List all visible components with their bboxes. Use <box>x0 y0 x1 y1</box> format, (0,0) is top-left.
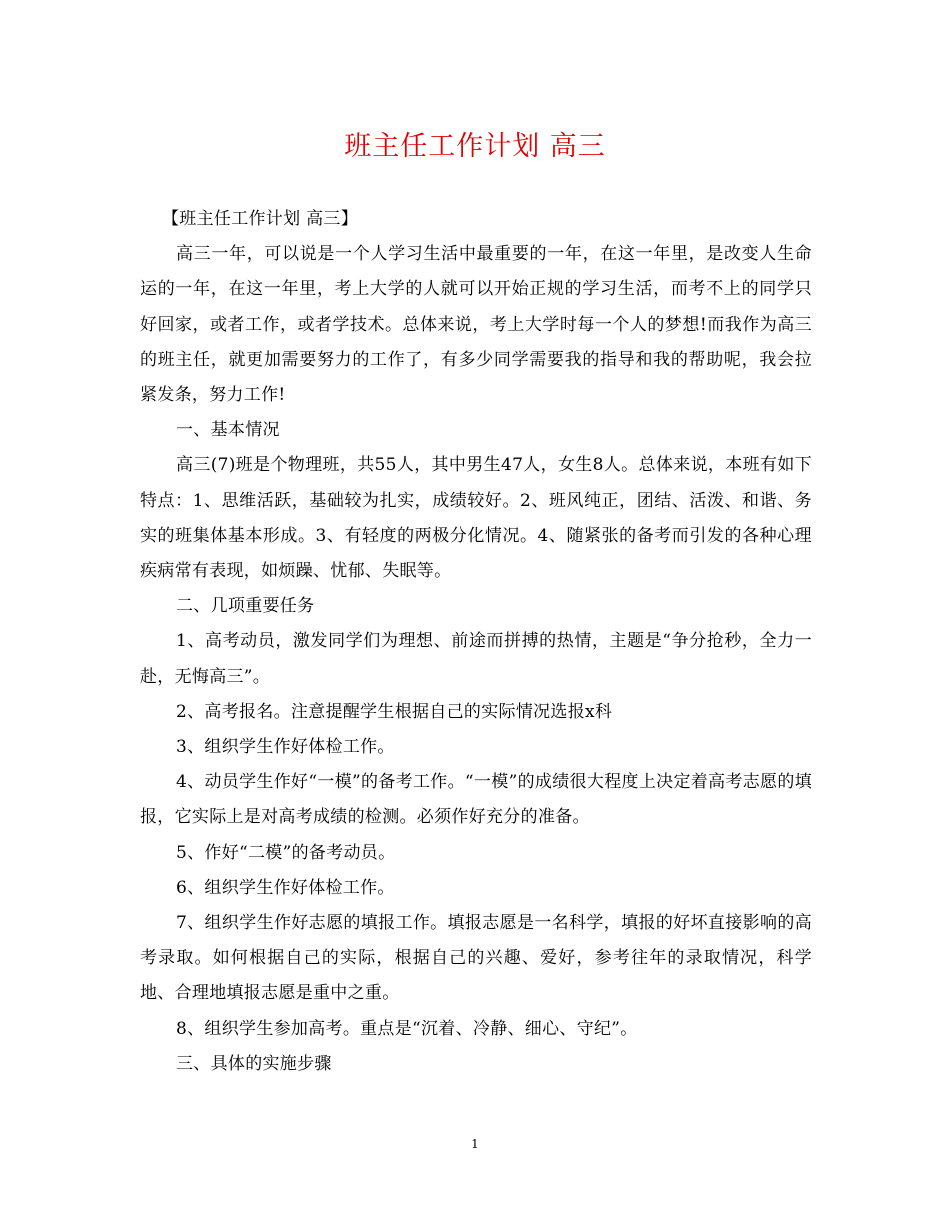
task-item-4: 4、动员学生作好“一模”的备考工作。“一模”的成绩很大程度上决定着高考志愿的填报，它实际上是对高考成绩的检测。必须作好充分的准备。 <box>140 772 812 828</box>
task-item-6: 6、组织学生作好体检工作。 <box>176 877 395 898</box>
document-title: 班主任工作计划 高三 <box>344 131 606 162</box>
task-item-5: 5、作好“二模”的备考动员。 <box>176 842 396 863</box>
document-body <box>140 202 812 1082</box>
task-item-7: 7、组织学生作好志愿的填报工作。填报志愿是一名科学，填报的好坏直接影响的高考录取。如何根据自己的实际，根据自己的兴趣、爱好，参考往年的录取情况，科学地、合理地填报志愿是重中之重。 <box>140 913 812 1004</box>
section-heading-basic-situation: 一、基本情况 <box>176 420 280 441</box>
paragraph-heading-tag: 【班主任工作计划 高三】 <box>162 209 359 229</box>
task-item-3: 3、组织学生作好体检工作。 <box>176 737 395 758</box>
paragraph-intro: 高三一年，可以说是一个人学习生活中最重要的一年，在这一年里，是改变人生命运的一年，在这一年里，考上大学的人就可以开始正规的学习生活，而考不上的同学只好回家，或者工作，或者学技术。总体来说，考上大学时每一个人的梦想!而我作为高三的班主任，就更加需要努力的工作了，有多少同学需要我的指导和我的帮助呢，我会拉紧发条，努力工作! <box>140 244 812 406</box>
paragraph-basic-situation: 高三(7)班是个物理班，共55人，其中男生47人，女生8人。总体来说，本班有如下特点：1、思维活跃，基础较为扎实，成绩较好。2、班风纯正，团结、活泼、和谐、务实的班集体基本形成。3、有轻度的两极分化情况。4、随紧张的备考而引发的各种心理疾病常有表现，如烦躁、忧郁、失眠等。 <box>140 455 812 582</box>
page-number: 1 <box>471 1137 479 1151</box>
section-heading-key-tasks: 二、几项重要任务 <box>176 596 315 617</box>
task-item-2: 2、高考报名。注意提醒学生根据自己的实际情况选报x科 <box>176 701 613 722</box>
task-item-8: 8、组织学生参加高考。重点是“沉着、冷静、细心、守纪”。 <box>176 1018 638 1039</box>
section-heading-implementation-steps: 三、具体的实施步骤 <box>176 1053 332 1074</box>
task-item-1: 1、高考动员，激发同学们为理想、前途而拼搏的热情，主题是“争分抢秒，全力一赴，无悔高三”。 <box>140 631 812 687</box>
